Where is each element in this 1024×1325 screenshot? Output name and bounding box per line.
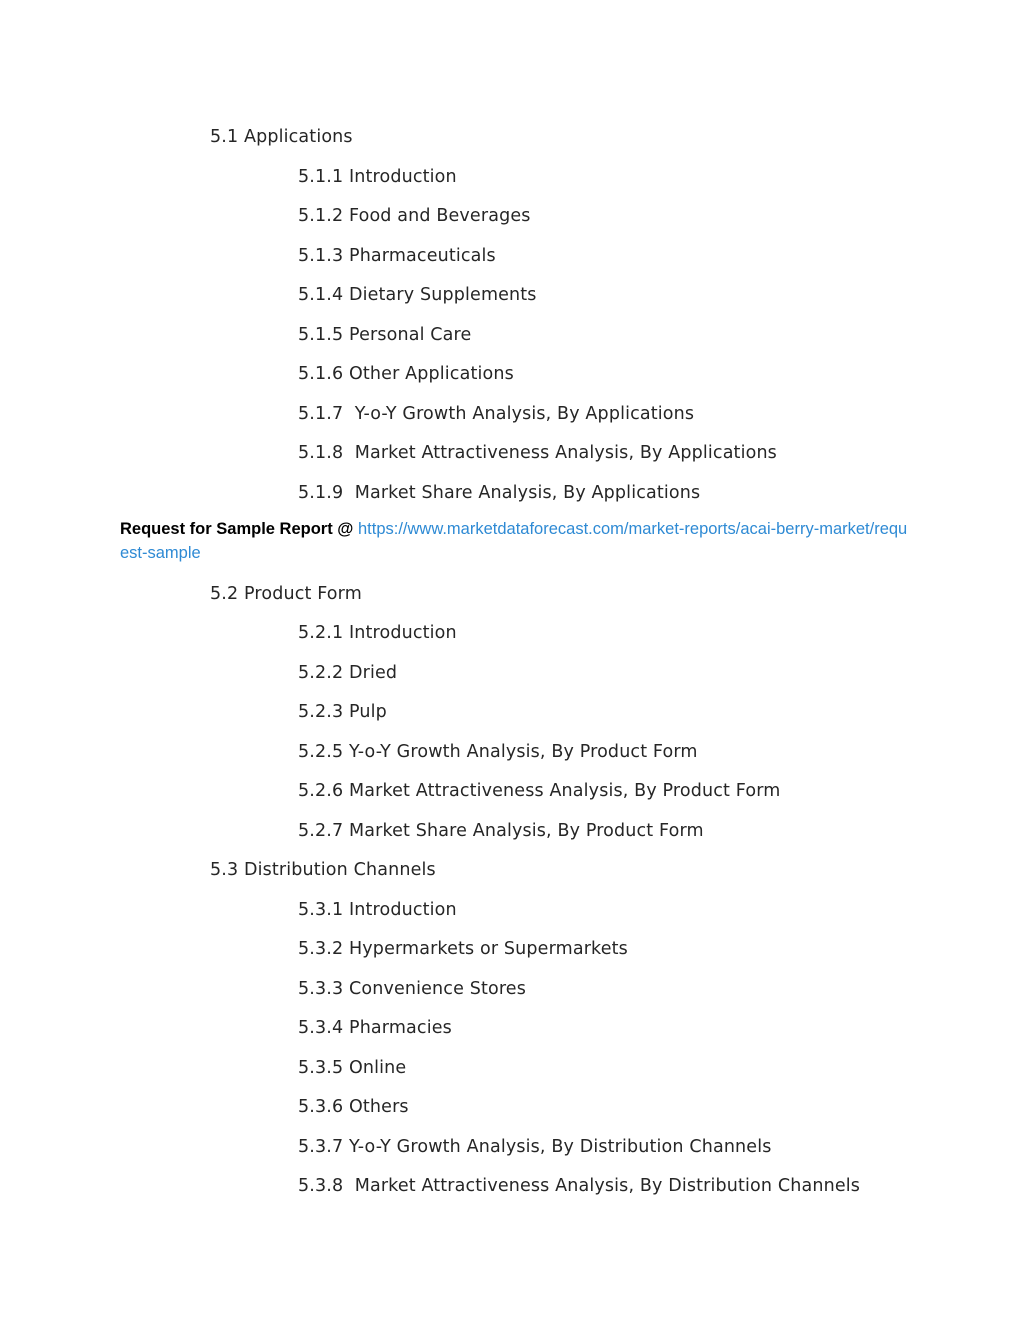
request-sample-link[interactable]: https://www.marketdataforecast.com/market-reports/acai-berry-market/request-sample (120, 520, 908, 562)
toc-item: 5.2.3 Pulp (298, 702, 387, 722)
toc-item: 5.2.2 Dried (298, 663, 398, 683)
toc-item: 5.3.2 Hypermarkets or Supermarkets (298, 939, 628, 959)
toc-item: 5.3.1 Introduction (298, 900, 457, 920)
section-heading-distribution-channels: 5.3 Distribution Channels (210, 860, 436, 880)
section-heading-product-form: 5.2 Product Form (210, 584, 362, 604)
toc-item: 5.1.3 Pharmaceuticals (298, 246, 496, 266)
toc-item: 5.3.7 Y-o-Y Growth Analysis, By Distribution Channels (298, 1137, 772, 1157)
section-heading-applications: 5.1 Applications (210, 127, 353, 147)
toc-item: 5.1.8 Market Attractiveness Analysis, By Applications (298, 443, 777, 463)
toc-item: 5.1.9 Market Share Analysis, By Applications (298, 483, 701, 503)
toc-item: 5.2.6 Market Attractiveness Analysis, By Product Form (298, 781, 781, 801)
toc-item: 5.2.1 Introduction (298, 623, 457, 643)
toc-item: 5.3.8 Market Attractiveness Analysis, By Distribution Channels (298, 1176, 861, 1196)
toc-item: 5.3.6 Others (298, 1097, 409, 1117)
toc-item: 5.1.6 Other Applications (298, 364, 514, 384)
request-sample-paragraph (120, 517, 910, 565)
toc-item: 5.1.1 Introduction (298, 167, 457, 187)
toc-item: 5.1.4 Dietary Supplements (298, 285, 537, 305)
toc-item: 5.1.5 Personal Care (298, 325, 472, 345)
toc-item: 5.2.5 Y-o-Y Growth Analysis, By Product Form (298, 742, 698, 762)
toc-item: 5.1.7 Y-o-Y Growth Analysis, By Applications (298, 404, 695, 424)
toc-item: 5.1.2 Food and Beverages (298, 206, 531, 226)
toc-item: 5.2.7 Market Share Analysis, By Product Form (298, 821, 704, 841)
toc-item: 5.3.3 Convenience Stores (298, 979, 526, 999)
toc-item: 5.3.5 Online (298, 1058, 407, 1078)
toc-item: 5.3.4 Pharmacies (298, 1018, 452, 1038)
request-sample-label: Request for Sample Report @ (120, 520, 358, 538)
